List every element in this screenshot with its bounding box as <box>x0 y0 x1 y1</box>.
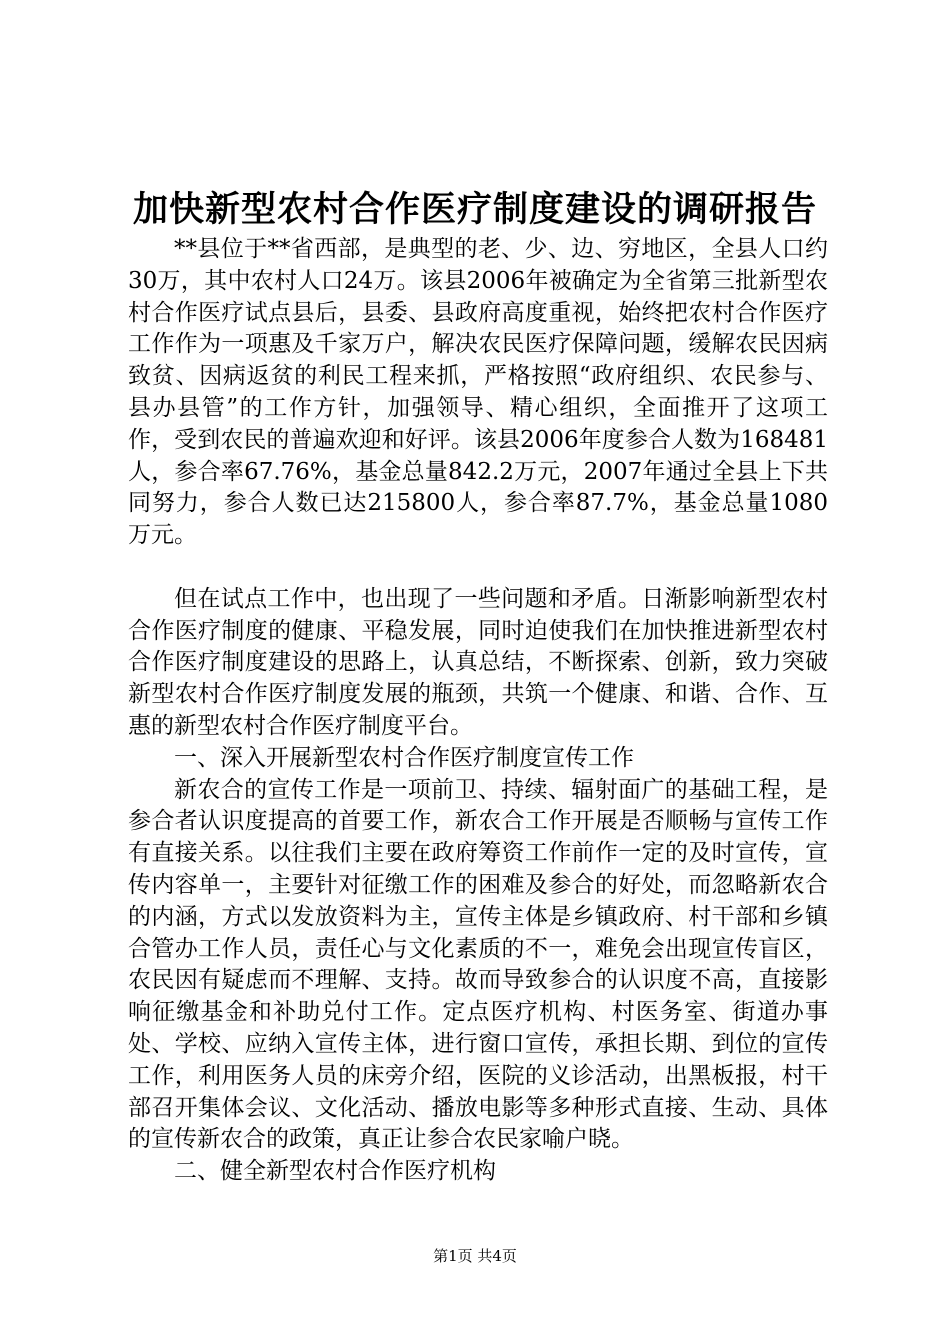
document-body <box>128 234 828 1188</box>
page-footer: 第1页 共4页 <box>433 1247 517 1265</box>
paragraph-publicity: 新农合的宣传工作是一项前卫、持续、辐射面广的基础工程，是参合者认识度提高的首要工作，新农合工作开展是否顺畅与宣传工作有直接关系。以往我们主要在政府筹资工作前作一定的及时宣传，宣传内容单一，主要针对征缴工作的困难及参合的好处，而忽略新农合的内涵，方式以发放资料为主，宣传主体是乡镇政府、村干部和乡镇合管办工作人员，责任心与文化素质的不一，难免会出现宣传盲区，农民因有疑虑而不理解、支持。故而导致参合的认识度不高，直接影响征缴基金和补助兑付工作。定点医疗机构、村医务室、街道办事处、学校、应纳入宣传主体，进行窗口宣传，承担长期、到位的宣传工作，利用医务人员的床旁介绍，医院的义诊活动，出黑板报，村干部召开集体会议、文化活动、播放电影等多种形式直接、生动、具体的宣传新农合的政策，真正让参合农民家喻户晓。 <box>128 776 828 1153</box>
paragraph-problems: 但在试点工作中，也出现了一些问题和矛盾。日渐影响新型农村合作医疗制度的健康、平稳发展，同时迫使我们在加快推进新型农村合作医疗制度建设的思路上，认真总结，不断探索、创新，致力突破新型农村合作医疗制度发展的瓶颈，共筑一个健康、和谐、合作、互惠的新型农村合作医疗制度平台。 <box>128 585 828 739</box>
paragraph-intro: **县位于**省西部，是典型的老、少、边、穷地区，全县人口约30万，其中农村人口24万。该县2006年被确定为全省第三批新型农村合作医疗试点县后，县委、县政府高度重视，始终把农村合作医疗工作作为一项惠及千家万户，解决农民医疗保障问题，缓解农民因病致贫、因病返贫的利民工程来抓，严格按照“政府组织、农民参与、县办县管”的工作方针，加强领导、精心组织，全面推开了这项工作，受到农民的普遍欢迎和好评。该县2006年度参合人数为168481人，参合率67.76%，基金总量842.2万元，2007年通过全县上下共同努力，参合人数已达215800人，参合率87.7%，基金总量1080万元。 <box>128 236 828 549</box>
document-title: 加快新型农村合作医疗制度建设的调研报告 <box>132 189 817 230</box>
section-heading-1: 一、深入开展新型农村合作医疗制度宣传工作 <box>174 744 634 771</box>
section-heading-2: 二、健全新型农村合作医疗机构 <box>174 1158 496 1185</box>
